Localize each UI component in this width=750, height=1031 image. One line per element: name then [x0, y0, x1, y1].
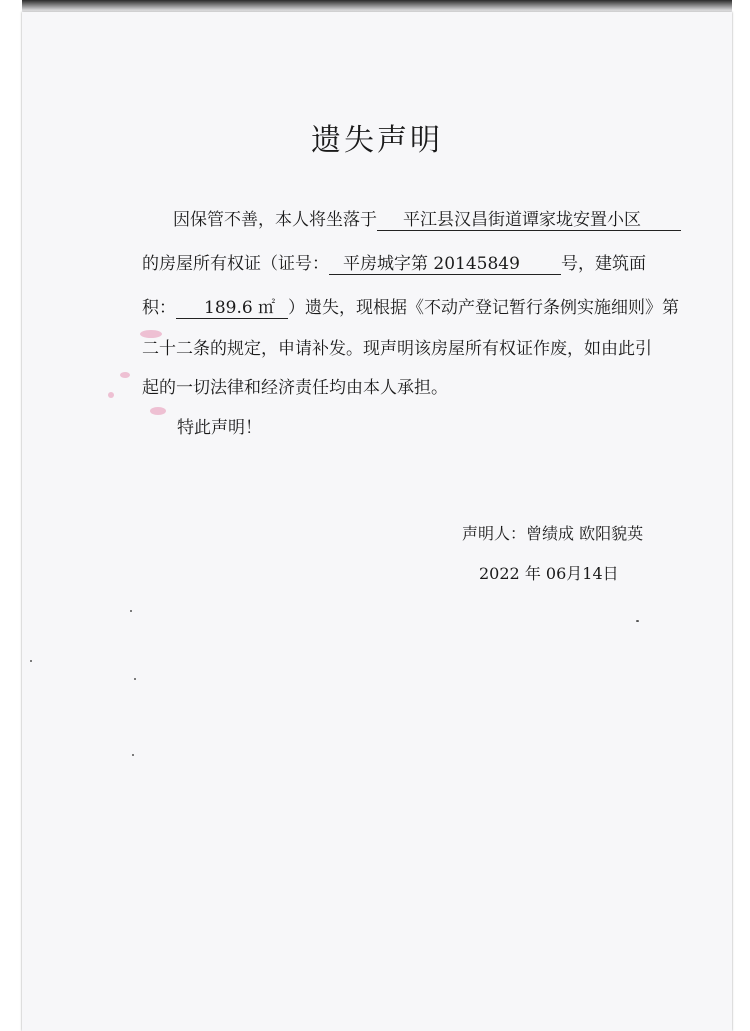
declarant-label: 声明人：	[462, 524, 527, 543]
date-month-unit: 月	[566, 564, 583, 583]
date-day: 14	[582, 564, 603, 583]
document-page	[22, 12, 732, 1031]
statement-line-5: 起的一切法律和经济责任均由本人承担。	[142, 378, 448, 398]
ink-smudge	[108, 392, 114, 398]
ink-smudge	[150, 407, 166, 415]
scan-left-margin	[0, 0, 22, 1031]
date-day-unit: 日	[602, 564, 619, 583]
statement-closing: 特此声明！	[177, 418, 262, 438]
declarant-names: 曾绩成 欧阳貌英	[526, 524, 644, 543]
area-field: 189.6 ㎡	[176, 298, 288, 319]
scan-speck	[134, 678, 136, 680]
scan-speck	[636, 620, 639, 622]
ink-smudge	[120, 372, 130, 378]
statement-line-4: 二十二条的规定，申请补发。现声明该房屋所有权证作废，如由此引	[142, 339, 652, 359]
statement-line-1	[173, 208, 681, 232]
statement-line-2	[142, 252, 646, 276]
document-title: 遗失声明	[311, 123, 443, 158]
line3-suffix: ）遗失，现根据《不动产登记暂行条例实施细则》第	[288, 298, 679, 318]
date-month: 06	[545, 564, 567, 583]
declarant-signature	[462, 521, 643, 544]
scan-speck	[30, 660, 32, 662]
statement-line-3	[142, 296, 679, 320]
date-year-unit: 年	[524, 564, 541, 583]
scan-speck	[130, 610, 132, 612]
scan-right-margin	[732, 0, 750, 1031]
line2-suffix: 号，建筑面	[561, 254, 646, 274]
line1-prefix: 因保管不善，本人将坐落于	[173, 210, 377, 230]
line3-prefix: 积：	[142, 298, 176, 318]
date-year: 2022	[479, 564, 520, 583]
scan-top-edge	[0, 0, 750, 12]
certificate-number-field: 平房城字第 20145849	[329, 254, 561, 275]
ink-smudge	[140, 330, 162, 338]
scan-speck	[132, 754, 134, 756]
line2-prefix: 的房屋所有权证（证号：	[142, 254, 329, 274]
declaration-date	[479, 561, 619, 584]
location-field: 平江县汉昌街道谭家垅安置小区	[377, 210, 681, 231]
